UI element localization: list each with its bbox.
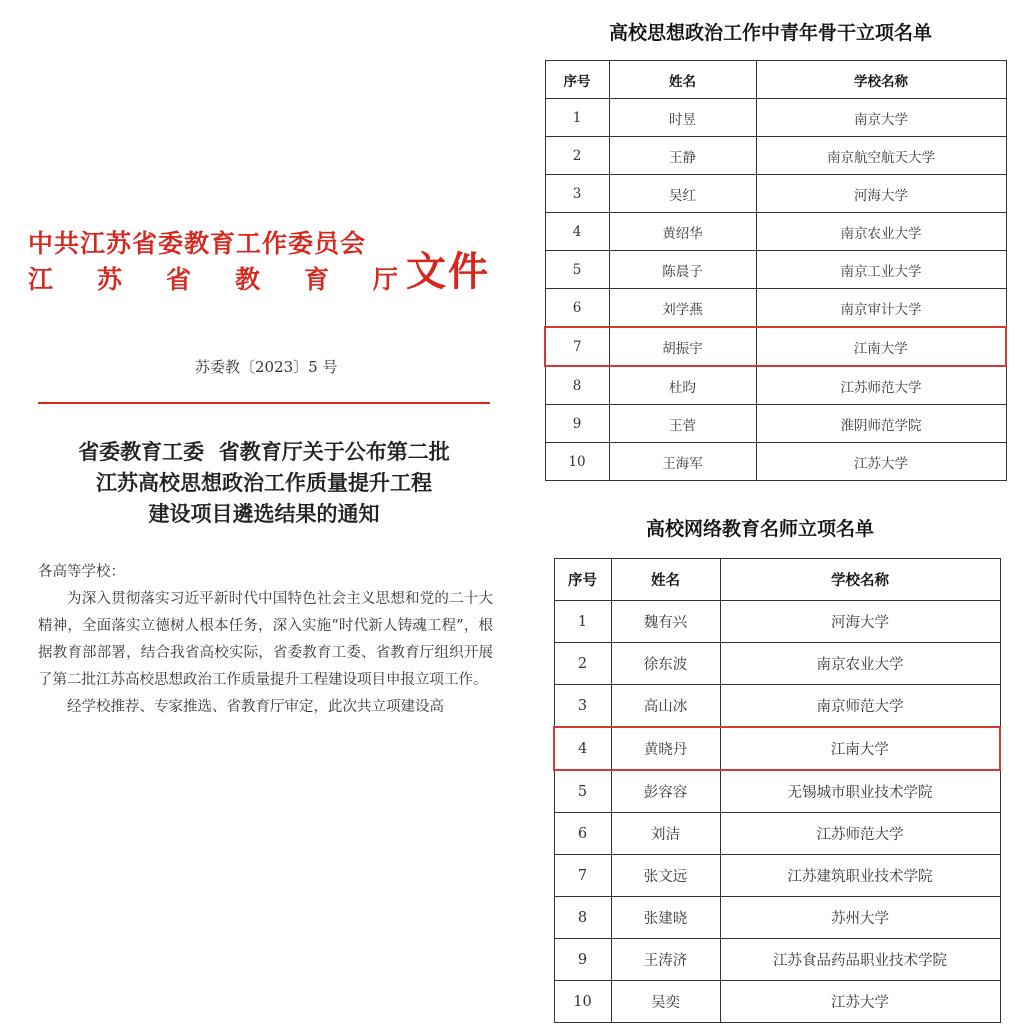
cell-name: 张建晓 (611, 897, 720, 939)
table-row (554, 981, 1000, 1023)
cell-no: 9 (554, 939, 611, 981)
cell-no: 6 (554, 813, 611, 855)
cell-no: 4 (545, 213, 609, 251)
table-row (554, 770, 1000, 813)
cell-school: 江苏建筑职业技术学院 (720, 855, 1000, 897)
cell-name: 陈晨子 (609, 251, 756, 289)
cell-school: 江苏师范大学 (720, 813, 1000, 855)
cell-name: 时昱 (609, 99, 756, 137)
table-row (545, 175, 1006, 213)
cell-no: 10 (554, 981, 611, 1023)
org-line-2-char: 苏 (96, 265, 122, 294)
cell-name: 王菅 (609, 405, 756, 443)
org-line-2-char: 省 (165, 265, 191, 294)
cell-school: 无锡城市职业技术学院 (720, 770, 1000, 813)
cell-name: 王海军 (609, 443, 756, 481)
red-divider (38, 402, 490, 404)
col-header-name: 姓名 (609, 61, 756, 99)
table-row (554, 813, 1000, 855)
cell-no: 9 (545, 405, 609, 443)
org-line-2 (28, 262, 398, 298)
cell-no: 7 (554, 855, 611, 897)
table-row (554, 939, 1000, 981)
cell-school: 江苏师范大学 (756, 366, 1006, 405)
cell-no: 2 (545, 137, 609, 175)
notice-body (38, 559, 493, 721)
cell-name: 吴红 (609, 175, 756, 213)
cell-name: 杜昀 (609, 366, 756, 405)
paragraph: 经学校推荐、专家推选、省教育厅审定，此次共立项建设高 (67, 699, 444, 715)
table-row (545, 99, 1006, 137)
cell-name: 彭容容 (611, 770, 720, 813)
cell-school: 南京师范大学 (720, 685, 1000, 728)
cell-school: 河海大学 (756, 175, 1006, 213)
paragraph: 为深入贯彻落实习近平新时代中国特色社会主义思想和党的二十大精神，全面落实立德树人根本任务，深入实施“时代新人铸魂工程”，根据教育部部署，结合我省高校实际，省委教育工委、省教育厅组织开展了第二批江苏高校思想政治工作质量提升工程建设项目申报立项工作。 (38, 591, 493, 688)
cell-no: 3 (545, 175, 609, 213)
table-row (545, 405, 1006, 443)
table2-title: 高校网络教育名师立项名单 (646, 518, 875, 540)
org-line-2-char: 育 (303, 265, 329, 294)
org-line-2-char: 教 (234, 265, 260, 294)
title-line: 江苏高校思想政治工作质量提升工程 (96, 470, 432, 495)
cell-no: 1 (545, 99, 609, 137)
cell-school: 淮阴师范学院 (756, 405, 1006, 443)
cell-school: 南京审计大学 (756, 289, 1006, 328)
cell-school: 南京大学 (756, 99, 1006, 137)
col-header-no: 序号 (554, 559, 611, 601)
cell-school: 南京工业大学 (756, 251, 1006, 289)
table-row (545, 327, 1006, 366)
table-header-row (554, 559, 1000, 601)
table-row (545, 443, 1006, 481)
table-row (545, 366, 1006, 405)
cell-no: 5 (545, 251, 609, 289)
document-word: 文件 (406, 248, 490, 295)
cell-no: 6 (545, 289, 609, 328)
table-header-row (545, 61, 1006, 99)
table-row (545, 289, 1006, 328)
cell-school: 江苏大学 (720, 981, 1000, 1023)
cell-no: 8 (545, 366, 609, 405)
table-row (554, 897, 1000, 939)
cell-school: 江苏食品药品职业技术学院 (720, 939, 1000, 981)
cell-no: 10 (545, 443, 609, 481)
cell-no: 4 (554, 727, 611, 770)
cell-school: 南京航空航天大学 (756, 137, 1006, 175)
table-online-teachers (553, 558, 1001, 1023)
col-header-name: 姓名 (611, 559, 720, 601)
cell-school: 江苏大学 (756, 443, 1006, 481)
col-header-school: 学校名称 (756, 61, 1006, 99)
table-row (554, 601, 1000, 643)
col-header-school: 学校名称 (720, 559, 1000, 601)
issuing-organizations (28, 226, 398, 298)
table-row (554, 727, 1000, 770)
cell-name: 黄晓丹 (611, 727, 720, 770)
cell-no: 7 (545, 327, 609, 366)
org-line-2-char: 厅 (372, 265, 398, 294)
table-young-backbone (544, 60, 1007, 481)
cell-no: 1 (554, 601, 611, 643)
cell-name: 王涛济 (611, 939, 720, 981)
table-row (545, 251, 1006, 289)
cell-name: 徐东波 (611, 643, 720, 685)
org-line-2-char: 江 (28, 265, 54, 294)
table-row (554, 685, 1000, 728)
cell-no: 5 (554, 770, 611, 813)
cell-school: 苏州大学 (720, 897, 1000, 939)
cell-name: 高山冰 (611, 685, 720, 728)
table-row (554, 855, 1000, 897)
cell-school: 河海大学 (720, 601, 1000, 643)
cell-school: 南京农业大学 (720, 643, 1000, 685)
cell-no: 8 (554, 897, 611, 939)
notice-title (38, 436, 490, 529)
table-row (545, 137, 1006, 175)
cell-name: 胡振宇 (609, 327, 756, 366)
document-number: 苏委教〔2023〕5 号 (195, 358, 338, 376)
cell-no: 2 (554, 643, 611, 685)
org-line-1: 中共江苏省委教育工作委员会 (28, 229, 367, 258)
col-header-no: 序号 (545, 61, 609, 99)
cell-name: 刘学燕 (609, 289, 756, 328)
cell-name: 王静 (609, 137, 756, 175)
cell-name: 吴奕 (611, 981, 720, 1023)
table1-title: 高校思想政治工作中青年骨干立项名单 (609, 22, 933, 44)
cell-no: 3 (554, 685, 611, 728)
title-line: 省委教育工委 省教育厅关于公布第二批 (78, 439, 450, 464)
cell-name: 魏有兴 (611, 601, 720, 643)
cell-name: 张文远 (611, 855, 720, 897)
table-row (545, 213, 1006, 251)
cell-school: 江南大学 (720, 727, 1000, 770)
table-row (554, 643, 1000, 685)
title-line: 建设项目遴选结果的通知 (148, 501, 380, 526)
cell-school: 江南大学 (756, 327, 1006, 366)
cell-school: 南京农业大学 (756, 213, 1006, 251)
cell-name: 黄绍华 (609, 213, 756, 251)
cell-name: 刘洁 (611, 813, 720, 855)
salutation: 各高等学校： (38, 564, 125, 580)
